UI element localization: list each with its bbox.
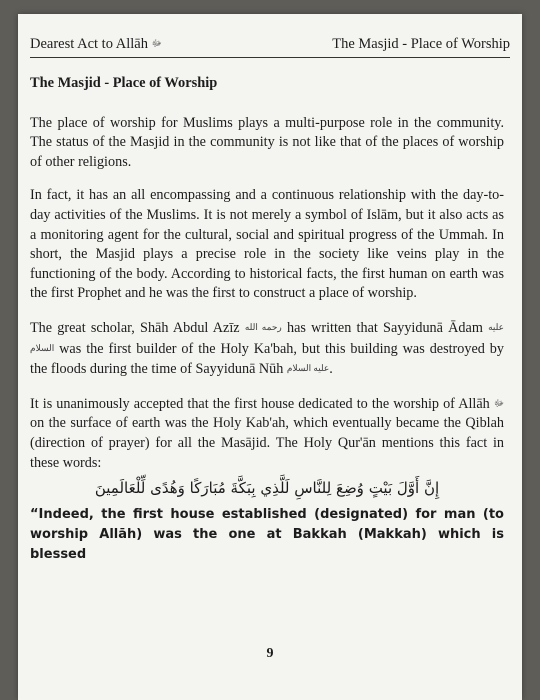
paragraph-4 — [30, 394, 504, 473]
paragraph-3-text-a: The great scholar, Shāh Abdul Azīz — [30, 319, 240, 336]
arabic-verse: إِنَّ أَوَّلَ بَيْتٍ وُضِعَ لِلنَّاسِ لَلَّذِي بِبَكَّةَ مُبَارَكًا وَهُدًى لِّلْعَالَمِينَ — [94, 479, 440, 498]
running-header — [30, 36, 510, 56]
paragraph-3 — [30, 318, 504, 380]
translation-quote: “Indeed, the first house established (designated) for man (to worship Allāh) was the one at Bakkah (Makkah) which is blessed — [30, 506, 504, 562]
page-number: 9 — [266, 646, 274, 661]
paragraph-4-text-a: It is unanimously accepted that the first house dedicated to the worship of Allāh — [30, 395, 490, 412]
header-divider — [30, 57, 510, 58]
header-chapter-title: The Masjid - Place of Worship — [332, 36, 510, 52]
paragraph-3-text-c: was the first builder of the Holy Ka'bah, but this building was destroyed by the floods during the time of Sayyidunā Nūh — [30, 340, 504, 378]
honorific-glyph: عليه السلام — [286, 363, 330, 374]
paragraph-3-text-b: has written that Sayyidunā Ādam — [286, 319, 483, 336]
header-book-title-text: Dearest Act to Allāh — [30, 36, 148, 52]
honorific-glyph: رحمه الله — [244, 321, 282, 332]
book-page — [18, 14, 522, 700]
honorific-glyph: عليه السلام — [30, 321, 504, 353]
page-content — [30, 74, 504, 565]
paragraph-3-text-d: . — [329, 361, 333, 378]
paragraph-2: In fact, it has an all encompassing and a continuous relationship with the day-to-day activities of the Muslims. It is not merely a symbol of Islām, but it also acts as a monitoring agent for the cultural, social and spiritual progress of the Ummah. In short, the Masjid plays a precise role in the society like veins play in the functioning of the body. According to historical facts, the first human on earth was the first Prophet and he was the first to construct a place of worship. — [30, 187, 504, 302]
honorific-glyph: ﷻ — [151, 38, 162, 48]
honorific-glyph: ﷻ — [493, 397, 504, 408]
header-book-title — [30, 36, 162, 53]
section-title: The Masjid - Place of Worship — [30, 75, 218, 91]
paragraph-1: The place of worship for Muslims plays a multi-purpose role in the community. The status of the Masjid in the community is not like that of the places of worship of other religions. — [30, 114, 504, 170]
paragraph-4-text-b: on the surface of earth was the Holy Kab'ah, which eventually became the Qiblah (direction of prayer) for all the Masājid. The Holy Qur'ān mentions this fact in these words: — [30, 415, 504, 471]
